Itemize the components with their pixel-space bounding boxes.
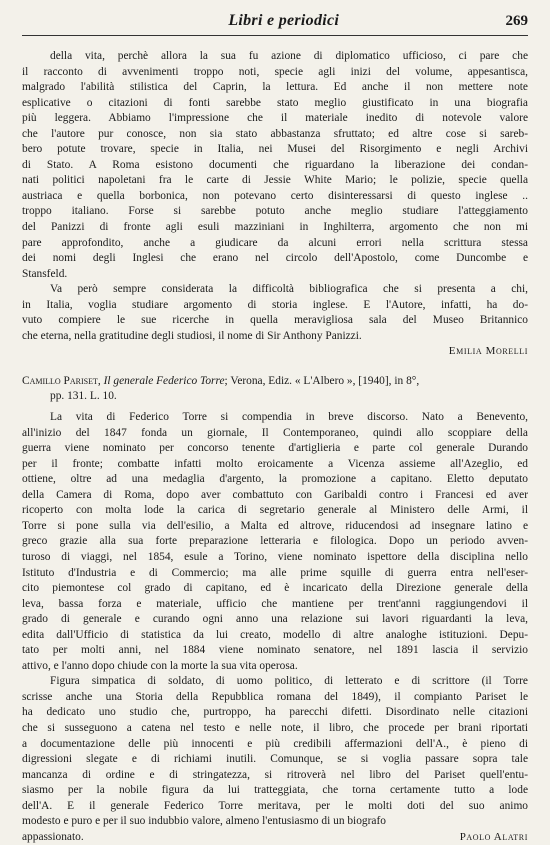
- pariset-p1-line: turoso di viaggi, nel 1854, esule a Torino, viene nominato ispettore della disciplina nello: [22, 550, 528, 563]
- pariset-p1-line: per il fronte; combatte infatti molto eroicamente a Vicenza assieme all'Azeglio, ed: [22, 457, 528, 470]
- review-morelli: [22, 49, 528, 360]
- morelli-p1-line: che l'autore pur conosce, non sia stato abbastanza sfruttato; ed altre cose si sareb-: [22, 127, 528, 140]
- morelli-p1-line: Stansfeld.: [22, 267, 68, 280]
- biblio-pages: pp. 131. L. 10.: [50, 390, 117, 403]
- review-pariset-paragraph-2: [22, 674, 528, 829]
- pariset-p1-line: cito piemontese col grado di capitano, ed è incaricato della Direzione generale della: [22, 582, 528, 595]
- morelli-p1-line: esplicative o citazioni di fonti sarebbe stato meglio giustificato in una biografia: [22, 96, 528, 109]
- review-pariset-signature: Paolo Alatri: [459, 830, 528, 843]
- page-number: 269: [505, 13, 528, 29]
- morelli-p1-line: dei nomi degli Inglesi che erano nel circolo dell'Apostolo, come Duncombe e: [22, 252, 528, 265]
- pariset-p2-line: digressioni slegate e di richiami inutili. Comunque, se si voglia passare sopra tale: [22, 753, 528, 766]
- pariset-p1-line: tato per molti anni, nel 1884 viene nominato senatore, nel 1891 lascia il servizio: [22, 644, 528, 657]
- morelli-p1-line: del Panizzi di fronte agli esuli mazziniani in Inghilterra, argomento che non mi: [22, 221, 528, 234]
- pariset-p1-line: ottiene, oltre ad una medaglia d'argento, la promozione a capitano. Eletto deputato: [22, 473, 528, 486]
- closing-text: appassionato.: [22, 830, 84, 843]
- pariset-p2-line: siasmo per la nobile figura da lui tratteggiata, che torna certamente tutto a lode: [22, 784, 528, 797]
- morelli-p1-line: nati politici napoletani fra le carte di Jessie White Mario; le polizie, specie quella: [22, 174, 528, 187]
- morelli-p1-line: pare approfondito, anche a giudicare da alcuni errori nella scrittura stessa: [22, 236, 528, 249]
- pariset-p2-line: Figura simpatica di soldato, di uomo politico, di letterato e di scrittore (il Torre: [50, 675, 528, 688]
- page-header: [22, 10, 528, 36]
- page: [22, 10, 528, 845]
- pariset-p2-line: modesto e puro e per il suo indubbio valore, almeno l'entusiasmo di un biografo: [22, 815, 386, 828]
- biblio-publication: ; Verona, Ediz. « L'Albero », [1940], in 8°,: [224, 374, 420, 387]
- pariset-p2-line: che si susseguono a catena nel testo e nelle note, il libro, che procede per brani riportati: [22, 721, 528, 734]
- morelli-p1-line: troppo italiano. Forse si sarebbe potuto anche meglio studiare l'atteggiamento: [22, 205, 528, 218]
- review-morelli-signature: Emilia Morelli: [448, 345, 528, 358]
- pariset-p1-line: all'inizio del 1847 fonda un giornale, Il Contemporaneo, quindi allo scoppiare della: [22, 426, 528, 439]
- morelli-p2-line: vuto compiere le sue ricerche in quella meravigliosa sala del Museo Britannico: [22, 314, 528, 327]
- morelli-p1-line: il racconto di avvenimenti troppo noti, specie agli inizi del volume, appesantisca,: [22, 65, 528, 78]
- pariset-p1-line: guerra viene nominato per concorso tenente d'artiglieria e parte col generale Durando: [22, 442, 528, 455]
- bibliographic-entry: [22, 374, 528, 405]
- review-pariset: [22, 374, 528, 845]
- pariset-p2-line: ha dedicato uno studio che, purtroppo, ha parecchi difetti. Disordinato nelle citazioni: [22, 706, 528, 719]
- pariset-p2-line: scrisse anche una Storia della Repubblica romana del 1849), il compianto Pariset le: [22, 690, 528, 703]
- closing-line: [22, 830, 528, 845]
- pariset-p1-line: Torre si pone sulla via dell'esilio, a Malta ed altrove, riducendosi ad insegnare latino e: [22, 519, 528, 532]
- pariset-p1-line: greco grazie alla sua forte preparazione letteraria e filologica. Dopo un periodo avven-: [22, 535, 528, 548]
- pariset-p1-line: attivo, e l'anno dopo chiude con la morte la sua vita operosa.: [22, 659, 298, 672]
- morelli-p1-line: della vita, perchè allora la sua fu azione di diplomatico ufficioso, ci pare che: [50, 50, 528, 62]
- pariset-p1-line: leva, bassa forza e materiale, ufficio che mantiene per trent'anni raggiungendovi il: [22, 597, 528, 610]
- pariset-p2-line: mancanza di ordine e di stringatezza, si ritroverà nel libro del Pariset quell'entu-: [22, 768, 528, 781]
- pariset-p1-line: ricoperto con molta lode la carica di segretario generale al Ministero delle Armi, il: [22, 504, 528, 517]
- pariset-p1-line: della Camera di Roma, dopo aver combattuto con Garibaldi contro i Francesi ed aver: [22, 488, 528, 501]
- pariset-p2-line: dell'A. E il generale Federico Torre meritava, per le molti doti del suo animo: [22, 799, 528, 812]
- review-pariset-paragraph-1: [22, 410, 528, 674]
- morelli-p2-line: in Italia, voglia studiare argomento di storia inglese. E l'Autore, infatti, ha do-: [22, 298, 528, 311]
- morelli-p1-line: di Stato. A Roma esistono documenti che riguardano la liberazione dei condan-: [22, 158, 528, 171]
- biblio-title: Il generale Federico Torre: [103, 374, 225, 387]
- pariset-p1-line: grado di generale e curando ogni anno una relazione sui lavori riguardanti la leva,: [22, 613, 528, 626]
- morelli-p1-line: più leggera. Abbiamo l'impressione che il materiale inedito di notevole valore: [22, 112, 528, 125]
- morelli-p2-line: Va però sempre considerata la difficoltà bibliografica che si presenta a chi,: [50, 283, 528, 296]
- morelli-p2-line: che eterna, nella gratitudine degli studiosi, il nome di Sir Anthony Panizzi.: [22, 329, 362, 342]
- review-morelli-paragraph-1: [22, 49, 528, 282]
- pariset-p1-line: edita dall'Ufficio di statistica da lui creato, modello di altre analoghe istituzioni. Depu-: [22, 628, 528, 641]
- review-morelli-paragraph-2: [22, 282, 528, 344]
- morelli-p1-line: bero potute trovare, specie in Italia, nei Musei del Risorgimento e negli Archivi: [22, 143, 528, 156]
- running-title: Libri e periodici: [228, 12, 340, 29]
- biblio-author: Camillo Pariset,: [22, 374, 101, 387]
- morelli-p1-line: austriaca e quella borbonica, non potevano certo disinteressarsi di questo inglese ..: [22, 189, 528, 202]
- pariset-p1-line: Istituto d'Industria e di Commercio; ma alle prime squille di guerra entra nell'eser-: [22, 566, 528, 579]
- pariset-p2-line: a documentazione delle più innocenti e più credibili affermazioni dell'A., è pieno di: [22, 737, 528, 750]
- pariset-p1-line: La vita di Federico Torre si compendia in breve discorso. Nato a Benevento,: [50, 411, 528, 424]
- morelli-p1-line: malgrado l'abilità stilistica del Caprin, la lettura. Ed anche il non mettere note: [22, 81, 528, 94]
